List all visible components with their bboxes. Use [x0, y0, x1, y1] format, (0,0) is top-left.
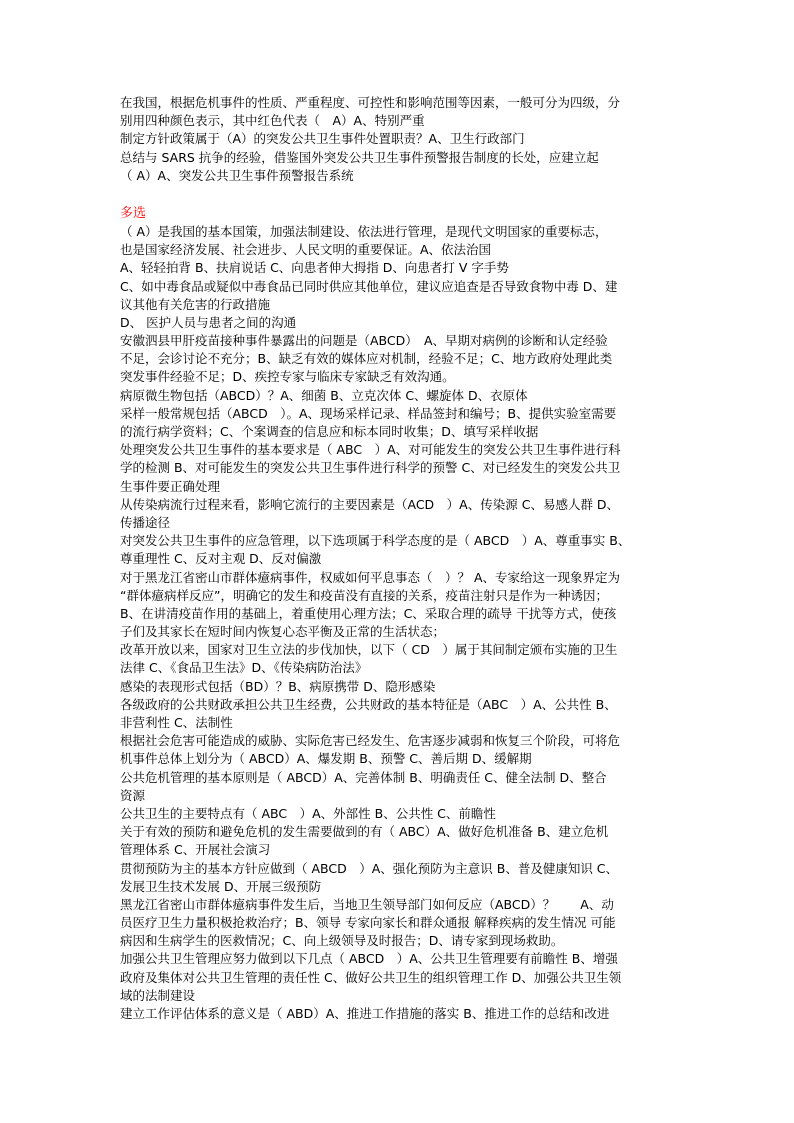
text-line: 学的检测 B、对可能发生的突发公共卫生事件进行科学的预警 C、对已经发生的突发公共卫 — [120, 460, 621, 476]
text-line: 处理突发公共卫生事件的基本要求是（ ABC ）A、对可能发生的突发公共卫生事件进行科 — [120, 442, 621, 458]
text-line: 资源 — [120, 787, 146, 803]
text-line: 病原微生物包括（ABCD）？A、细菌 B、立克次体 C、螺旋体 D、衣原体 — [120, 387, 528, 403]
text-line: 对突发公共卫生事件的应急管理，以下选项属于科学态度的是（ ABCD ）A、尊重事实 B、 — [120, 533, 631, 549]
text-line: 从传染病流行过程来看，影响它流行的主要因素是（ACD ）A、传染源 C、易感人群 D、 — [120, 496, 620, 512]
text-line: （ A）是我国的基本国策，加强法制建设、依法进行管理，是现代文明国家的重要标志， — [120, 223, 608, 239]
text-line: 公共危机管理的基本原则是（ ABCD）A、完善体制 B、明确责任 C、健全法制 D、整合 — [120, 769, 607, 785]
text-line: 员医疗卫生力量积极抢救治疗；B、领导 专家向家长和群众通报 解释疾病的发生情况 可能 — [120, 915, 616, 931]
text-line: 贯彻预防为主的基本方针应做到（ ABCD ）A、强化预防为主意识 B、普及健康知识 C、 — [120, 860, 619, 876]
text-line: 法律 C、《食品卫生法》D、《传染病防治法》 — [120, 660, 368, 676]
text-line: 对于黑龙江省密山市群体癔病事件，权威如何平息事态（ ）？ A、专家给这一现象界定为 — [120, 569, 621, 585]
text-line: 总结与 SARS 抗争的经验，借鉴国外突发公共卫生事件预警报告制度的长处，应建立起 — [120, 149, 599, 165]
text-line: “群体癔病样反应”，明确它的发生和疫苗没有直接的关系，疫苗注射只是作为一种诱因； — [120, 587, 608, 603]
spacer — [120, 185, 680, 205]
multiple-choice-block — [120, 223, 680, 1023]
text-line: （ A）A、突发公共卫生事件预警报告系统 — [120, 167, 354, 183]
text-line: 的流行病学资料；C、个案调查的信息应和标本同时收集；D、填写采样收据 — [120, 424, 539, 439]
single-choice-block — [120, 94, 680, 185]
text-line: 安徽泗县甲肝疫苗接种事件暴露出的问题是（ABCD） A、早期对病例的诊断和认定经验 — [120, 333, 608, 349]
document-page — [120, 94, 680, 1023]
text-line: 议其他有关危害的行政措施 — [120, 296, 271, 312]
text-line: 管理体系 C、开展社会演习 — [120, 842, 271, 858]
text-line: 改革开放以来，国家对卫生立法的步伐加快，以下（ CD ）属于其间制定颁布实施的卫生 — [120, 642, 618, 658]
text-line: 尊重理性 C、反对主观 D、反对偏激 — [120, 551, 322, 567]
text-line: 生事件要正确处理 — [120, 478, 221, 494]
text-line: 根据社会危害可能造成的威胁、实际危害已经发生、危害逐步减弱和恢复三个阶段，可将危 — [120, 733, 621, 749]
text-line: 子们及其家长在短时间内恢复心态平衡及正常的生活状态； — [120, 624, 446, 640]
text-line: 政府及集体对公共卫生管理的责任性 C、做好公共卫生的组织管理工作 D、加强公共卫生领 — [120, 969, 622, 985]
text-line: 关于有效的预防和避免危机的发生需要做到的有（ ABC）A、做好危机准备 B、建立危机 — [120, 824, 609, 840]
text-line: 非营利性 C、法制性 — [120, 715, 233, 730]
text-line: 制定方针政策属于（A）的突发公共卫生事件处置职责？A、卫生行政部门 — [120, 131, 525, 147]
text-line: D、 医护人员与患者之间的沟通 — [120, 314, 297, 330]
text-line: B、在讲清疫苗作用的基础上，着重使用心理方法；C、采取合理的疏导 干扰等方式，使孩 — [120, 605, 617, 621]
text-line: C、如中毒食品或疑似中毒食品已同时供应其他单位，建议应追查是否导致食物中毒 D、建 — [120, 278, 618, 294]
text-line: 感染的表现形式包括（BD）？B、病原携带 D、隐形感染 — [120, 678, 436, 694]
text-line: 发展卫生技术发展 D、开展三级预防 — [120, 878, 322, 894]
text-line: 各级政府的公共财政承担公共卫生经费，公共财政的基本特征是（ABC ）A、公共性 B、 — [120, 696, 617, 712]
text-line: 黑龙江省密山市群体癔病事件发生后，当地卫生领导部门如何反应（ABCD）？ A、动 — [120, 896, 614, 912]
text-line: 在我国，根据危机事件的性质、严重程度、可控性和影响范围等因素，一般可分为四级，分 — [120, 95, 621, 110]
text-line: 也是国家经济发展、社会进步、人民文明的重要保证。A、依法治国 — [120, 242, 492, 258]
text-line: 别用四种颜色表示，其中红色代表（ A）A、特别严重 — [120, 113, 425, 129]
section-title-multiple-choice: 多选 — [120, 205, 147, 221]
text-line: 加强公共卫生管理应努力做到以下几点（ ABCD ）A、公共卫生管理要有前瞻性 B、增强 — [120, 951, 618, 967]
text-line: 采样一般常规包括（ABCD ）。A、现场采样记录、样品签封和编号；B、提供实验室需要 — [120, 405, 617, 421]
text-line: 建立工作评估体系的意义是（ ABD）A、推进工作措施的落实 B、推进工作的总结和改进 — [120, 1006, 610, 1021]
text-line: 机事件总体上划分为（ ABCD）A、爆发期 B、预警 C、善后期 D、缓解期 — [120, 751, 532, 767]
text-line: 公共卫生的主要特点有（ ABC ）A、外部性 B、公共性 C、前瞻性 — [120, 805, 496, 821]
text-line: 传播途径 — [120, 514, 171, 530]
text-line: 病因和生病学生的医救情况；C、向上级领导及时报告；D、请专家到现场救助。 — [120, 933, 564, 949]
text-line: A、轻轻拍背 B、扶肩说话 C、向患者伸大拇指 D、向患者打 V 字手势 — [120, 260, 509, 276]
text-line: 突发事件经验不足；D、疾控专家与临床专家缺乏有效沟通。 — [120, 369, 455, 385]
text-line: 域的法制建设 — [120, 987, 196, 1003]
text-line: 不足，会诊讨论不充分；B、缺乏有效的媒体应对机制，经验不足；C、地方政府处理此类 — [120, 351, 613, 367]
